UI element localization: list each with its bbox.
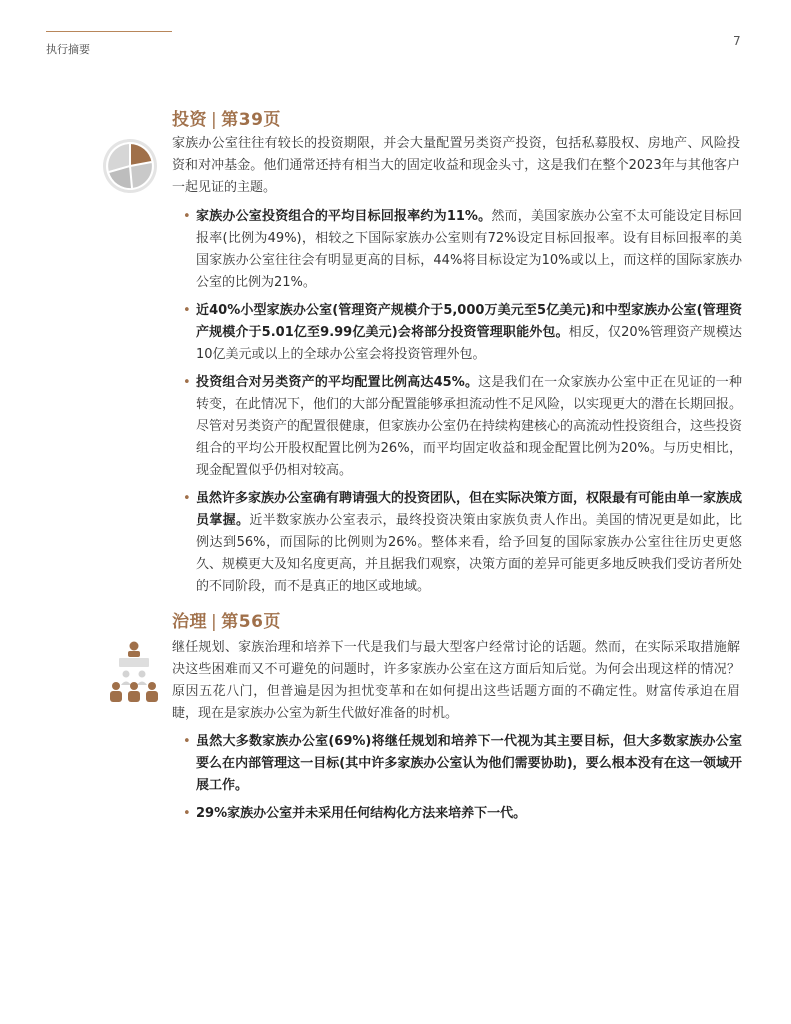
- bullet-text: 相反，仅20%管理资产规模达10亿美元或以上的全球办公室会将投资管理外包。: [196, 325, 742, 362]
- bullet-lead: 投资组合对另类资产的平均配置比例高达45%。: [196, 375, 479, 390]
- list-item: [183, 206, 742, 294]
- section-title-governance: [172, 607, 281, 632]
- section-intro: 家族办公室往往有较长的投资期限，并会大量配置另类资产投资，包括私募股权、房地产、风险投资和对冲基金。他们通常还持有相当大的固定收益和现金头寸，这是我们在整个2023年与其他客户一起见证的主题。: [172, 136, 740, 195]
- bullet-lead: 近40%小型家族办公室(管理资产规模介于5,000万美元至5亿美元)和中型家族办公室(管理资产规模介于5.01亿至9.99亿美元)会将部分投资管理职能外包。: [196, 303, 742, 340]
- bullet-list-investment: [183, 206, 743, 604]
- bullet-dot: •: [183, 806, 191, 821]
- bullet-dot: •: [183, 375, 191, 390]
- bullet-text: 近半数家族办公室表示，最终投资决策由家族负责人作出。美国的情况更是如此，比例达到56%，而国际的比例则为26%。整体来看，给予回复的国际家族办公室往往历史更悠久、规模更大及知名度更高，并且据我们观察，决策方面的差异可能更多地反映我们受访者所处的不同阶段，而不是真正的地区或地域。: [196, 513, 743, 594]
- list-item: [183, 488, 743, 598]
- title-separator: |: [211, 612, 218, 632]
- running-header: 执行摘要: [46, 43, 90, 56]
- bullet-text: 然而，美国家族办公室不太可能设定目标回报率(比例为49%)，相较之下国际家族办公室则有72%设定目标回报率。设有目标回报率的美国家族办公室往往会有明显更高的目标，44%将目标设定为10%或以上，而这样的国际家族办公室的比例为21%。: [196, 209, 742, 290]
- bullet-dot: •: [183, 209, 191, 224]
- bullet-lead: 29%家族办公室并未采用任何结构化方法来培养下一代。: [196, 806, 527, 821]
- pie-chart-icon: [102, 138, 158, 194]
- bullet-dot: •: [183, 303, 191, 318]
- list-item: [183, 803, 742, 825]
- people-group-icon: [108, 640, 160, 704]
- list-item: [183, 300, 742, 366]
- section-title-text: 投资: [172, 110, 207, 130]
- list-item: [183, 372, 743, 482]
- section-intro: 继任规划、家族治理和培养下一代是我们与最大型客户经常讨论的话题。然而，在实际采取措施解决这些困难而又不可避免的问题时，许多家族办公室在这方面后知后觉。为何会出现这样的情况？原因五花八门，但普遍是因为担忧变革和在如何提出这些话题方面的不确定性。财富传承迫在眉睫，现在是家族办公室为新生代做好准备的时机。: [172, 640, 740, 721]
- bullet-lead: 家族办公室投资组合的平均目标回报率约为11%。: [196, 209, 492, 224]
- bullet-lead: 虽然许多家族办公室确有聘请强大的投资团队，但在实际决策方面，权限最有可能由单一家族成员掌握。: [196, 491, 743, 528]
- section-title-investment: [172, 105, 281, 130]
- list-item: [183, 731, 742, 797]
- bullet-list-governance: [183, 731, 742, 831]
- header-rule: [46, 31, 172, 32]
- section-title-text: 治理: [172, 612, 207, 632]
- bullet-dot: •: [183, 491, 191, 506]
- bullet-lead: 虽然大多数家族办公室(69%)将继任规划和培养下一代视为其主要目标，但大多数家族办公室要么在内部管理这一目标(其中许多家族办公室认为他们需要协助)，要么根本没有在这一领域开展工作。: [196, 734, 742, 793]
- page-reference: 第39页: [221, 110, 281, 130]
- bullet-dot: •: [183, 734, 191, 749]
- title-separator: |: [211, 110, 218, 130]
- page-number: 7: [733, 34, 741, 48]
- page-reference: 第56页: [221, 612, 281, 632]
- bullet-text: 这是我们在一众家族办公室中正在见证的一种转变，在此情况下，他们的大部分配置能够承担流动性不足风险，以实现更大的潜在长期回报。尽管对另类资产的配置很健康，但家族办公室仍在持续构建核心的高流动性投资组合，这些投资组合的平均公开股权配置比例为26%，而平均固定收益和现金配置比例为20%。与历史相比，现金配置似乎仍相对较高。: [196, 375, 743, 478]
